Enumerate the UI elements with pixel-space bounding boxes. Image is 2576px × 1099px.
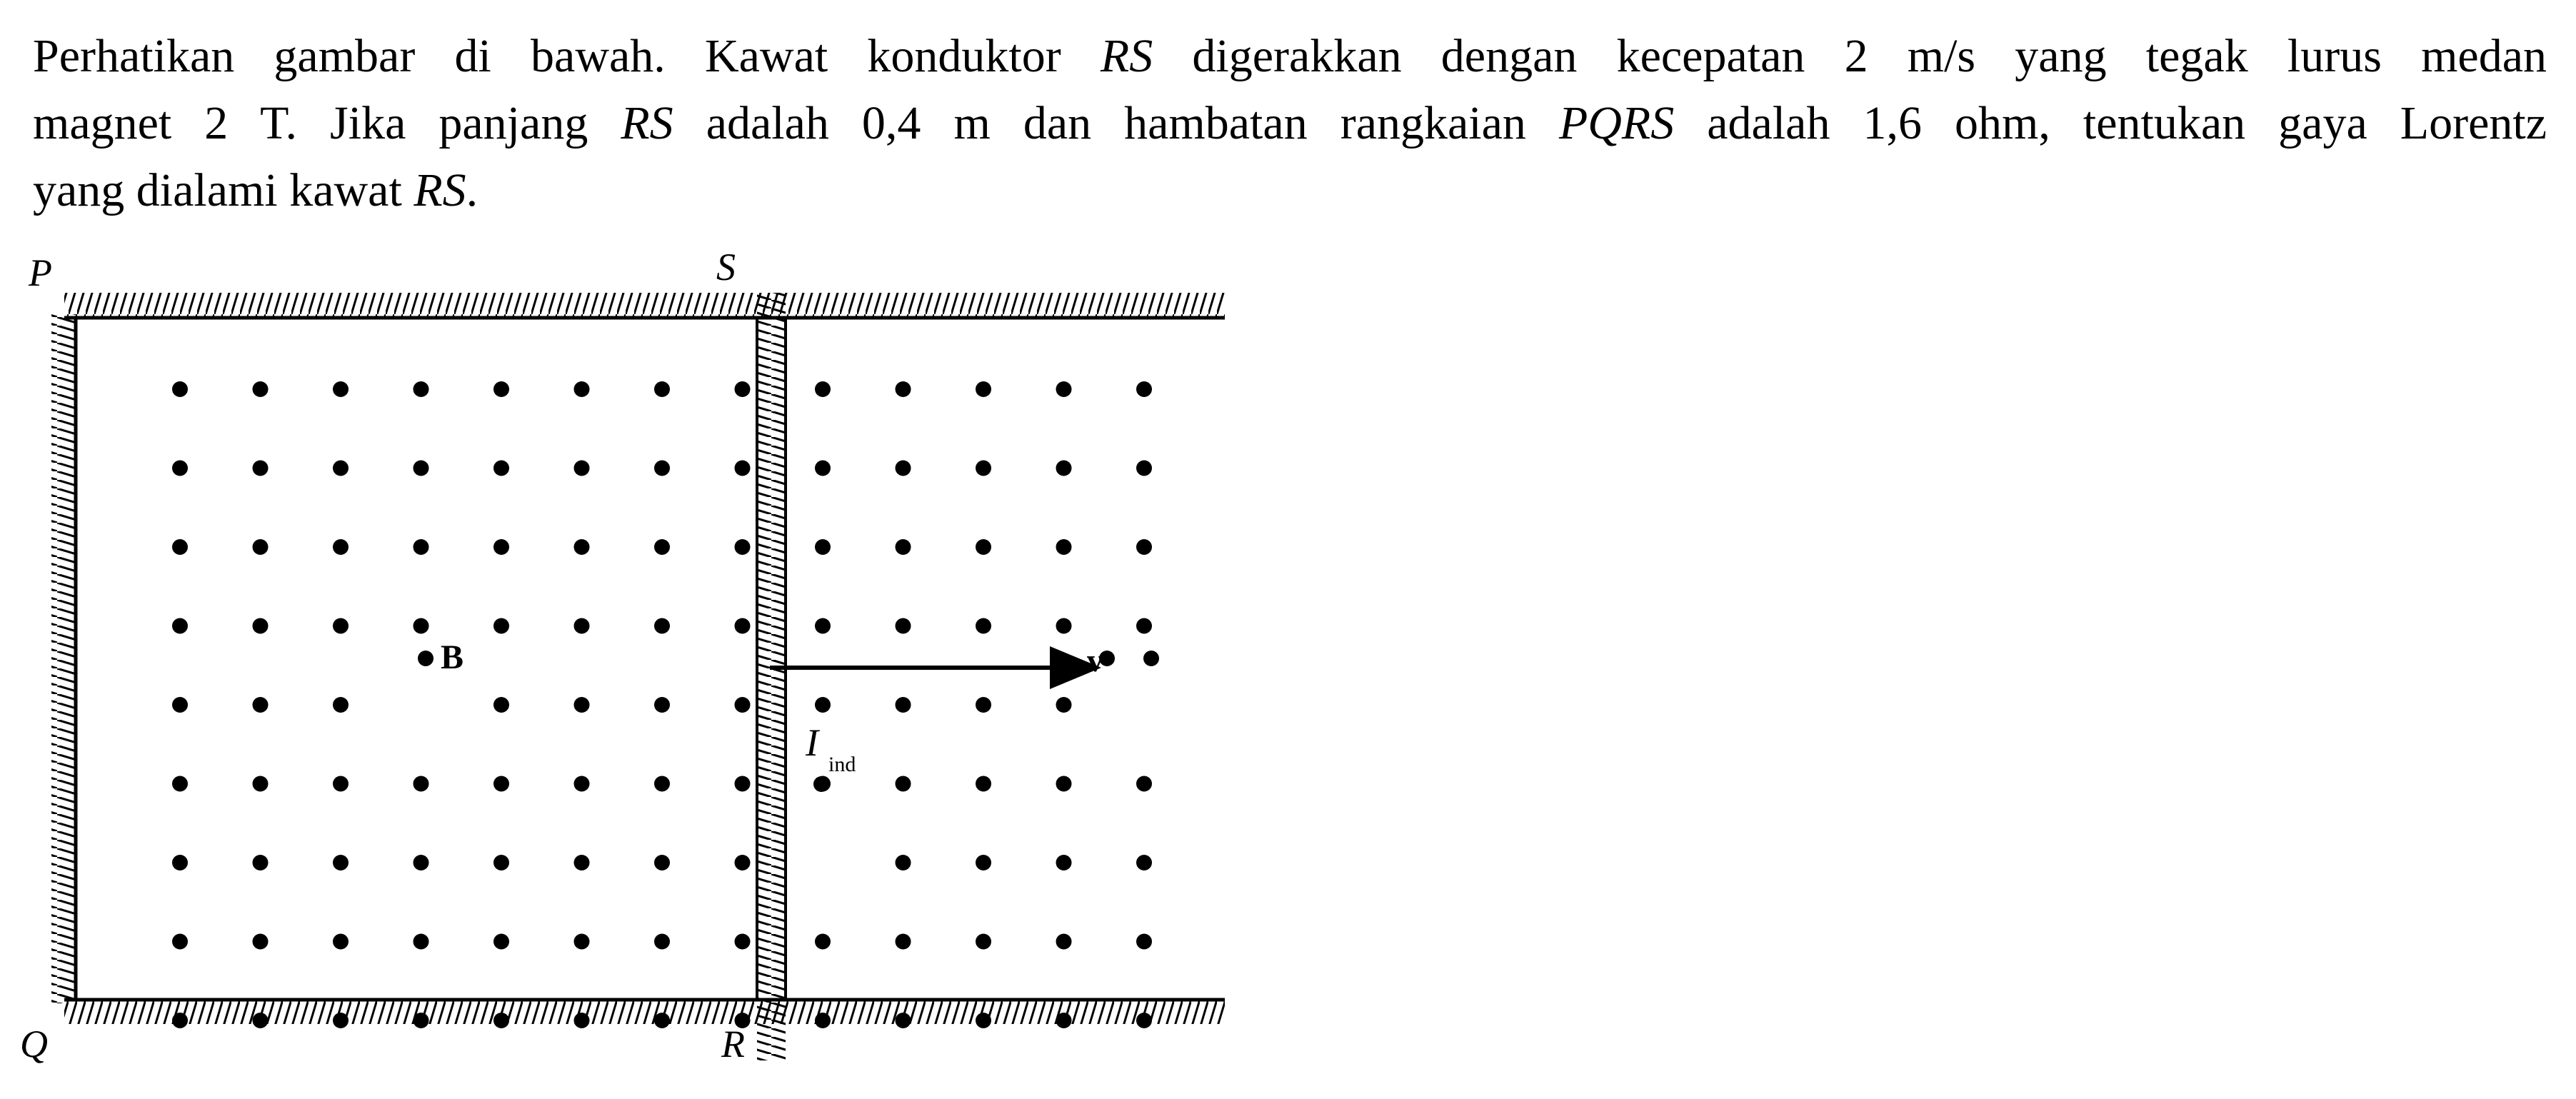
magnetic-field-dots [172,381,1159,1028]
field-dot [654,381,670,397]
field-dot [414,1013,429,1028]
field-dot [654,461,670,476]
field-dot [574,461,590,476]
field-dot [815,618,831,634]
field-dot [1143,651,1159,666]
field-dot [976,776,991,792]
field-dot [1136,776,1152,792]
field-dot [333,618,349,634]
field-dot [735,934,751,950]
field-dot [1136,1013,1152,1028]
field-dot [333,776,349,792]
field-dot [493,934,509,950]
moving-rod-rs [757,293,786,1060]
field-dot [574,381,590,397]
field-dot [253,855,269,870]
field-dot [574,618,590,634]
field-dot [493,1013,509,1028]
field-dot [574,855,590,870]
field-dot [896,1013,911,1028]
field-dot [574,539,590,555]
field-dot [976,539,991,555]
top-rail [64,293,1225,317]
field-dot [654,855,670,870]
field-dot [493,618,509,634]
field-dot [654,618,670,634]
field-dot [896,618,911,634]
label-r: R [721,1023,745,1065]
label-s: S [716,246,736,288]
field-dot [172,1013,188,1028]
field-dot [654,697,670,713]
field-dot [735,697,751,713]
field-dot [735,381,751,397]
field-dot [493,697,509,713]
field-dot [493,539,509,555]
problem-line-3: yang dialami kawat RS. [33,164,478,216]
field-dot [815,539,831,555]
field-dot [172,461,188,476]
field-dot [493,461,509,476]
field-dot [253,934,269,950]
field-dot [735,618,751,634]
field-dot [418,651,433,666]
field-dot [253,381,269,397]
field-dot [172,381,188,397]
field-dot [1136,461,1152,476]
field-dot [896,855,911,870]
field-dot [333,934,349,950]
current-label-i: I [806,721,818,764]
field-dot [896,461,911,476]
velocity-label-v: v [1087,642,1103,678]
field-dot [172,539,188,555]
field-dot [253,697,269,713]
field-dot [172,697,188,713]
field-dot [333,855,349,870]
field-dot [1056,697,1072,713]
field-dot [1136,855,1152,870]
label-q: Q [20,1023,48,1065]
field-dot [815,461,831,476]
field-dot [976,461,991,476]
field-dot [815,381,831,397]
field-dot [172,618,188,634]
field-dot [493,776,509,792]
field-dot [574,776,590,792]
field-dot [414,618,429,634]
field-dot [896,539,911,555]
field-dot [1056,618,1072,634]
field-dot [896,697,911,713]
problem-line-1: Perhatikan gambar di bawah. Kawat konduktor RS digerakkan dengan kecepatan 2 m/s yang tegak lurus medan [33,30,2547,82]
field-dot [172,855,188,870]
field-dot [976,855,991,870]
field-dot [976,618,991,634]
left-side-pq [51,314,76,1003]
field-dot [172,934,188,950]
field-dot [654,776,670,792]
field-dot [253,618,269,634]
field-dot [333,539,349,555]
field-dot [896,381,911,397]
field-dot [815,934,831,950]
field-dot [1136,618,1152,634]
bottom-rail [64,1000,1225,1024]
problem-line-2: magnet 2 T. Jika panjang RS adalah 0,4 m dan hambatan rangkaian PQRS adalah 1,6 ohm, tentukan gaya Lorentz [33,97,2547,149]
field-dot [414,855,429,870]
field-dot [333,461,349,476]
field-dot [414,776,429,792]
field-dot [253,1013,269,1028]
field-dot [654,1013,670,1028]
field-dot [735,855,751,870]
field-dot [735,539,751,555]
field-dot [1056,381,1072,397]
field-dot [253,539,269,555]
field-dot [574,697,590,713]
field-dot [414,381,429,397]
field-dot [1056,855,1072,870]
field-dot [414,934,429,950]
label-p: P [29,251,52,294]
field-dot [333,697,349,713]
field-dot [815,697,831,713]
field-dot [735,776,751,792]
field-dot [976,697,991,713]
field-dot [1136,934,1152,950]
field-dot [253,461,269,476]
current-label-subscript: ind [828,753,856,776]
field-dot [574,934,590,950]
field-dot [1136,381,1152,397]
field-dot [414,539,429,555]
field-dot [735,461,751,476]
field-dot [333,1013,349,1028]
field-dot [414,461,429,476]
field-dot [1056,776,1072,792]
field-label-b: B [441,638,464,676]
field-dot [976,381,991,397]
field-dot [896,776,911,792]
field-dot [1056,461,1072,476]
field-dot [976,1013,991,1028]
field-dot [896,934,911,950]
field-dot [976,934,991,950]
field-dot [654,539,670,555]
field-dot [654,934,670,950]
field-dot [172,776,188,792]
field-dot [815,1013,831,1028]
field-dot [493,381,509,397]
field-dot [333,381,349,397]
field-dot [1136,539,1152,555]
field-dot [1056,1013,1072,1028]
field-dot [1056,934,1072,950]
field-dot [1056,539,1072,555]
field-dot [493,855,509,870]
field-dot [574,1013,590,1028]
field-dot [253,776,269,792]
field-dot [813,776,829,792]
